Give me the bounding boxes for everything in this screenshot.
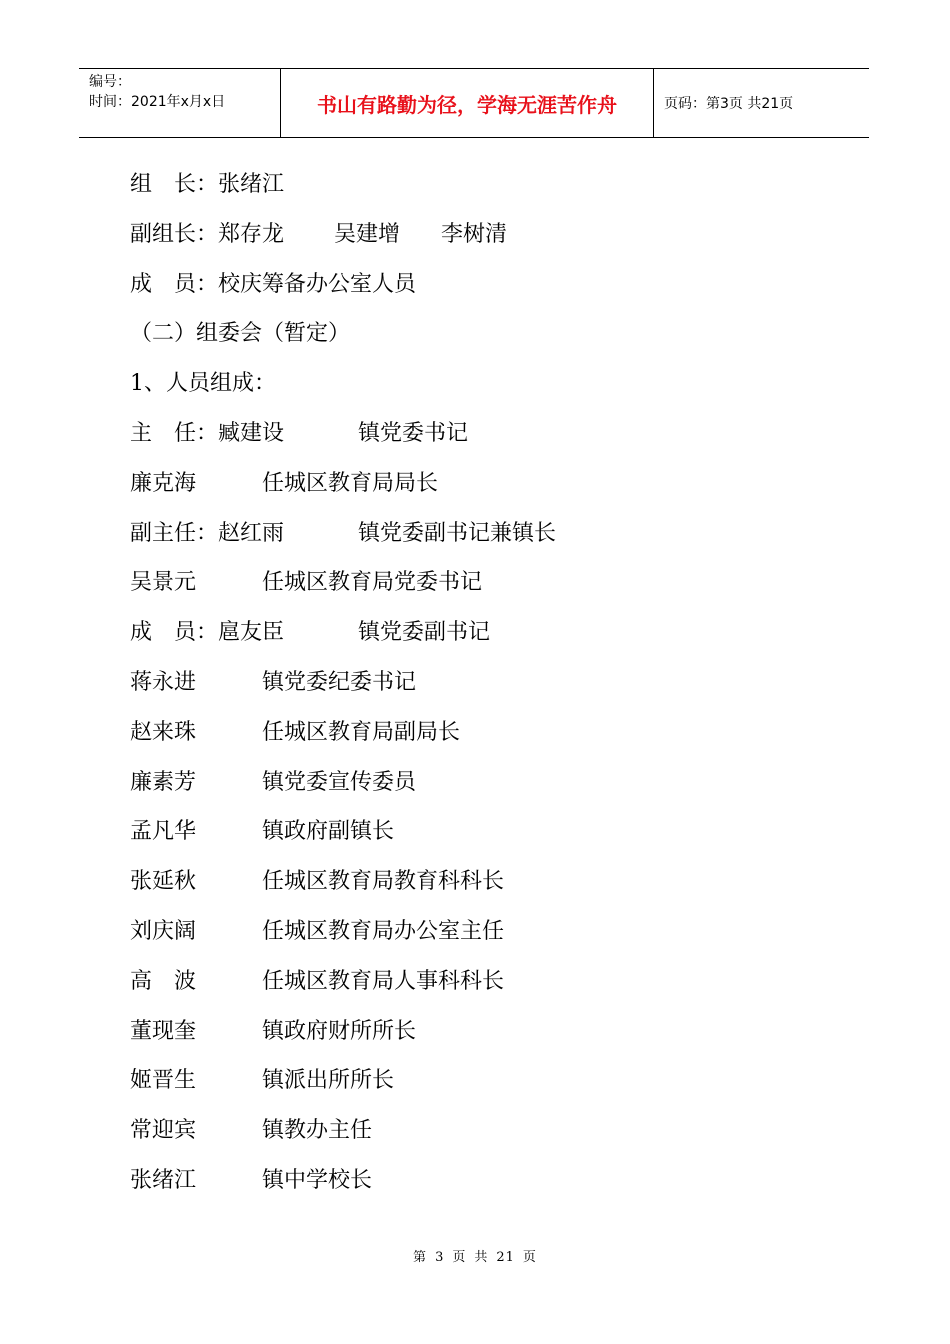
footer-text: 共 [474, 1250, 489, 1265]
line-segment: 副主任：赵红雨 [130, 520, 285, 546]
line-segment: 镇派出所所长 [262, 1068, 395, 1094]
line-segment: 张绪江 [130, 1168, 197, 1193]
line-segment: 李树清 [441, 221, 508, 247]
line-segment: 任城区教育局办公室主任 [262, 919, 505, 944]
number-label: 编号： [89, 74, 131, 90]
header-motto: 书山有路勤为径，学海无涯苦作舟 [281, 69, 654, 137]
line-segment: 任城区教育局局长 [262, 470, 439, 496]
footer-text: 页 [522, 1250, 537, 1265]
line-segment: 赵来珠 [130, 719, 197, 745]
footer-text: 页 [452, 1250, 467, 1265]
line-segment: 任城区教育局人事科科长 [262, 968, 505, 994]
line-segment: 任城区教育局教育科科长 [262, 869, 505, 895]
footer-page-number: 3 [435, 1250, 445, 1265]
line-segment: 高 波 [130, 968, 197, 994]
line-segment: 成 员：扈友臣 [130, 620, 285, 646]
line-segment: 董现奎 [130, 1018, 197, 1044]
line-segment: 1、人员组成： [130, 371, 276, 397]
line-segment: 镇政府财所所长 [262, 1018, 417, 1044]
line-segment: 成 员：校庆筹备办公室人员 [130, 271, 417, 297]
line-segment: 主 任：臧建设 [130, 421, 285, 446]
line-segment: （二）组委会（暂定） [130, 321, 351, 347]
footer-total-pages: 21 [496, 1250, 515, 1265]
line-segment: 任城区教育局副局长 [262, 719, 461, 745]
line-segment: 蒋永进 [130, 670, 197, 695]
header-meta [79, 69, 281, 137]
line-segment: 副组长：郑存龙 [130, 221, 285, 247]
line-segment: 吴建增 [334, 221, 401, 247]
line-segment: 镇教办主任 [262, 1118, 373, 1144]
page-footer [0, 1246, 950, 1265]
line-segment: 常迎宾 [130, 1118, 197, 1144]
line-segment: 镇党委副书记兼镇长 [358, 520, 557, 546]
line-segment: 刘庆阔 [130, 919, 197, 944]
line-segment: 廉克海 [130, 470, 197, 496]
header-page-label: 页码：第3页 共21页 [664, 96, 794, 112]
line-segment: 任城区教育局党委书记 [262, 570, 483, 596]
line-segment: 吴景元 [130, 570, 197, 596]
line-segment: 张延秋 [130, 869, 197, 895]
line-segment: 廉素芳 [130, 769, 197, 795]
line-segment: 镇党委副书记 [358, 620, 491, 646]
line-segment: 孟凡华 [130, 819, 197, 845]
footer-text: 第 [413, 1250, 428, 1265]
line-segment: 镇中学校长 [262, 1168, 373, 1193]
line-segment: 镇党委书记 [358, 421, 469, 446]
line-segment: 姬晋生 [130, 1068, 197, 1094]
line-segment: 镇党委宣传委员 [262, 769, 417, 795]
date-label: 时间：2021年x月x日 [89, 94, 226, 110]
line-segment: 组 长：张绪江 [130, 172, 285, 197]
page-header [79, 68, 869, 138]
line-segment: 镇党委纪委书记 [262, 670, 417, 695]
line-segment: 镇政府副镇长 [262, 819, 395, 845]
